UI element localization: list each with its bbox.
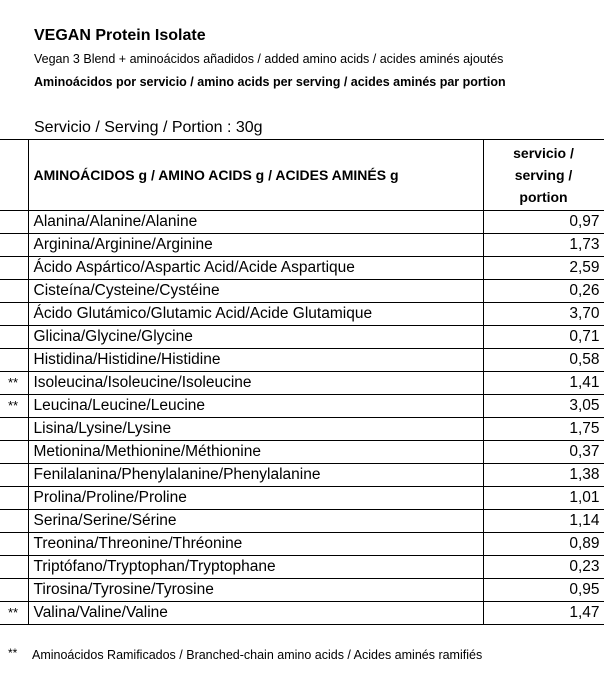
table-row xyxy=(0,487,604,510)
amino-acid-name: Leucina/Leucine/Leucine xyxy=(28,395,483,418)
branched-chain-mark xyxy=(0,257,28,280)
table-row xyxy=(0,579,604,602)
amino-acid-name: Isoleucina/Isoleucine/Isoleucine xyxy=(28,372,483,395)
header-value-line: servicio / xyxy=(513,145,574,161)
amino-acid-value: 0,89 xyxy=(483,533,604,556)
branched-chain-mark xyxy=(0,349,28,372)
amino-acid-value: 1,14 xyxy=(483,510,604,533)
amino-acid-value: 2,59 xyxy=(483,257,604,280)
branched-chain-mark xyxy=(0,441,28,464)
branched-chain-mark xyxy=(0,326,28,349)
table-row xyxy=(0,372,604,395)
header-value-line: portion xyxy=(519,189,568,205)
amino-acid-name: Serina/Serine/Sérine xyxy=(28,510,483,533)
table-row xyxy=(0,418,604,441)
amino-acid-value: 1,47 xyxy=(483,602,604,625)
table-row xyxy=(0,326,604,349)
branched-chain-mark xyxy=(0,533,28,556)
branched-chain-mark xyxy=(0,234,28,257)
table-row xyxy=(0,441,604,464)
amino-acid-value: 0,95 xyxy=(483,579,604,602)
table-row xyxy=(0,257,604,280)
serving-size: Servicio / Serving / Portion : 30g xyxy=(34,119,263,136)
document-title: VEGAN Protein Isolate xyxy=(34,27,206,44)
branched-chain-mark xyxy=(0,579,28,602)
header-per-serving xyxy=(483,140,604,211)
table-row xyxy=(0,602,604,625)
table-row xyxy=(0,510,604,533)
footnote-text: Aminoácidos Ramificados / Branched-chain amino acids / Acides aminés ramifiés xyxy=(32,648,483,662)
amino-acid-value: 1,01 xyxy=(483,487,604,510)
amino-acid-name: Cisteína/Cysteine/Cystéine xyxy=(28,280,483,303)
branched-chain-mark xyxy=(0,303,28,326)
amino-acid-table xyxy=(0,139,604,625)
amino-acid-value: 1,75 xyxy=(483,418,604,441)
header-value-line: serving / xyxy=(514,167,573,183)
table-header-row xyxy=(0,140,604,211)
branched-chain-mark xyxy=(0,418,28,441)
branched-chain-mark xyxy=(0,556,28,579)
amino-acid-value: 1,41 xyxy=(483,372,604,395)
footnote xyxy=(8,648,482,662)
branched-chain-mark: ** xyxy=(0,372,28,395)
table-row xyxy=(0,234,604,257)
table-row xyxy=(0,349,604,372)
amino-acid-name: Ácido Aspártico/Aspartic Acid/Acide Aspartique xyxy=(28,257,483,280)
table-row xyxy=(0,280,604,303)
amino-acid-value: 1,73 xyxy=(483,234,604,257)
branched-chain-mark: ** xyxy=(0,602,28,625)
amino-acid-name: Arginina/Arginine/Arginine xyxy=(28,234,483,257)
amino-acid-name: Lisina/Lysine/Lysine xyxy=(28,418,483,441)
footnote-mark: ** xyxy=(8,646,18,660)
amino-acid-name: Ácido Glutámico/Glutamic Acid/Acide Glutamique xyxy=(28,303,483,326)
blend-description: Vegan 3 Blend + aminoácidos añadidos / added amino acids / acides aminés ajoutés xyxy=(34,52,504,66)
table-row xyxy=(0,556,604,579)
branched-chain-mark xyxy=(0,510,28,533)
amino-acid-value: 3,05 xyxy=(483,395,604,418)
amino-acid-name: Histidina/Histidine/Histidine xyxy=(28,349,483,372)
amino-acid-name: Tirosina/Tyrosine/Tyrosine xyxy=(28,579,483,602)
header-mark-cell xyxy=(0,140,28,211)
amino-acid-value: 0,23 xyxy=(483,556,604,579)
amino-acid-name: Metionina/Methionine/Méthionine xyxy=(28,441,483,464)
amino-acid-value: 3,70 xyxy=(483,303,604,326)
amino-acid-value: 0,71 xyxy=(483,326,604,349)
header-amino-acids: AMINOÁCIDOS g / AMINO ACIDS g / ACIDES AMINÉS g xyxy=(28,140,483,211)
amino-acid-value: 1,38 xyxy=(483,464,604,487)
amino-acid-name: Treonina/Threonine/Thréonine xyxy=(28,533,483,556)
amino-acid-name: Triptófano/Tryptophan/Tryptophane xyxy=(28,556,483,579)
table-row xyxy=(0,533,604,556)
branched-chain-mark xyxy=(0,487,28,510)
table-row xyxy=(0,464,604,487)
amino-acid-value: 0,26 xyxy=(483,280,604,303)
amino-acid-name: Alanina/Alanine/Alanine xyxy=(28,211,483,234)
branched-chain-mark xyxy=(0,464,28,487)
amino-acid-value: 0,97 xyxy=(483,211,604,234)
table-row xyxy=(0,211,604,234)
amino-acid-value: 0,37 xyxy=(483,441,604,464)
table-caption: Aminoácidos por servicio / amino acids per serving / acides aminés par portion xyxy=(34,75,506,89)
amino-acid-name: Valina/Valine/Valine xyxy=(28,602,483,625)
amino-acid-value: 0,58 xyxy=(483,349,604,372)
table-body xyxy=(0,211,604,625)
branched-chain-mark xyxy=(0,211,28,234)
branched-chain-mark: ** xyxy=(0,395,28,418)
amino-acid-name: Glicina/Glycine/Glycine xyxy=(28,326,483,349)
branched-chain-mark xyxy=(0,280,28,303)
amino-acid-name: Prolina/Proline/Proline xyxy=(28,487,483,510)
table-row xyxy=(0,303,604,326)
amino-acid-name: Fenilalanina/Phenylalanine/Phenylalanine xyxy=(28,464,483,487)
table-row xyxy=(0,395,604,418)
